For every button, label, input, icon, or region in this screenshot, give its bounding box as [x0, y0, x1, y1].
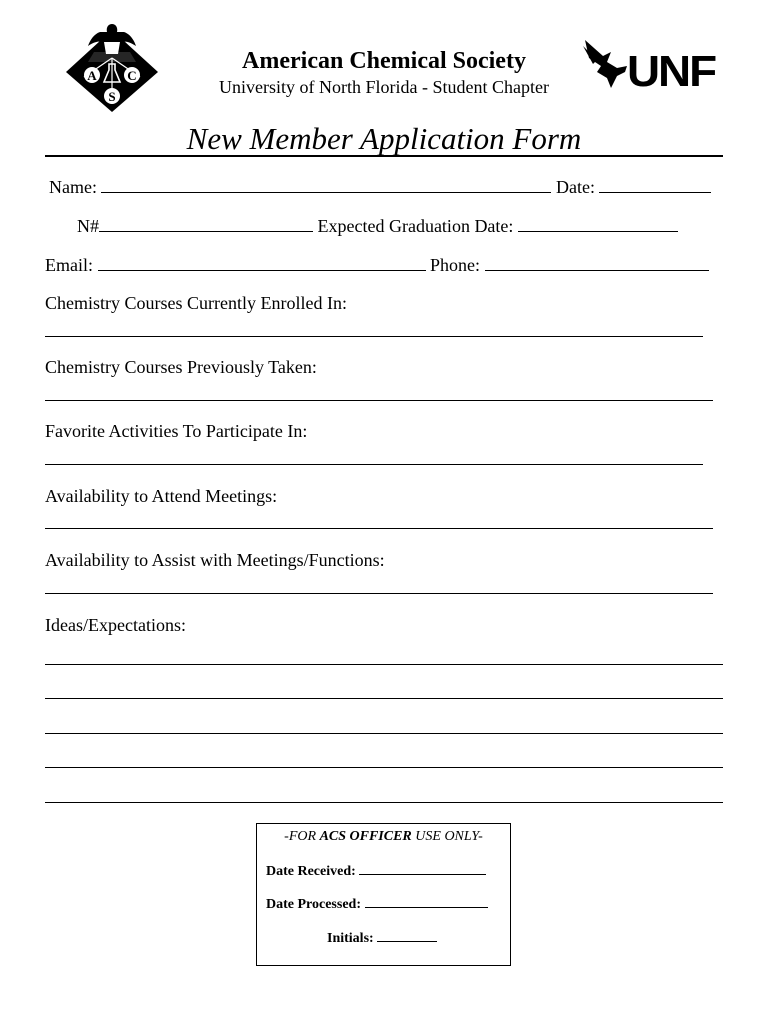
- answer-line-assist-meetings[interactable]: [45, 593, 713, 594]
- email-row: [45, 255, 709, 276]
- date-processed-label: Date Processed:: [266, 897, 361, 912]
- n-number-label: N#: [77, 216, 99, 236]
- answer-line-favorite-activities[interactable]: [45, 464, 703, 465]
- date-received-label: Date Received:: [266, 864, 356, 879]
- phone-field[interactable]: [485, 256, 709, 271]
- question-ideas: Ideas/Expectations:: [45, 615, 186, 635]
- question-favorite-activities: Favorite Activities To Participate In:: [45, 421, 308, 441]
- question-attend-meetings: Availability to Attend Meetings:: [45, 486, 278, 506]
- initials-field[interactable]: [377, 930, 437, 942]
- officer-title-suffix: USE ONLY-: [411, 829, 483, 844]
- initials-row: [327, 930, 580, 947]
- question-current-courses: Chemistry Courses Currently Enrolled In:: [45, 293, 347, 313]
- form-title: New Member Application Form: [186, 121, 582, 156]
- officer-use-box: [256, 823, 511, 966]
- date-received-row: [266, 863, 519, 880]
- officer-title-bold: ACS OFFICER: [319, 829, 412, 844]
- grad-date-label: Expected Graduation Date:: [317, 216, 514, 236]
- answer-line-current-courses[interactable]: [45, 336, 703, 337]
- n-number-row: [77, 216, 678, 237]
- name-row: [49, 177, 711, 198]
- acs-logo-letter-c: C: [127, 68, 137, 83]
- question-assist-meetings: Availability to Assist with Meetings/Functions:: [45, 550, 385, 570]
- answer-line-attend-meetings[interactable]: [45, 528, 713, 529]
- phone-label: Phone:: [430, 255, 481, 275]
- email-label: Email:: [45, 255, 93, 275]
- email-field[interactable]: [98, 256, 426, 271]
- date-field[interactable]: [599, 178, 711, 193]
- org-subtitle: University of North Florida - Student Chapter: [219, 77, 549, 97]
- name-field[interactable]: [101, 178, 551, 193]
- grad-date-field[interactable]: [518, 217, 678, 232]
- name-label: Name:: [49, 177, 97, 197]
- date-processed-row: [266, 896, 519, 913]
- answer-line-ideas-5[interactable]: [45, 802, 723, 803]
- title-underline: [45, 155, 723, 157]
- initials-label: Initials:: [327, 931, 374, 946]
- org-name: American Chemical Society: [242, 48, 526, 74]
- acs-logo-letter-a: A: [87, 68, 97, 83]
- answer-line-previous-courses[interactable]: [45, 400, 713, 401]
- officer-box-title: [257, 829, 510, 845]
- unf-logo-text: UNF: [627, 47, 717, 94]
- date-received-field[interactable]: [359, 863, 486, 875]
- answer-line-ideas-2[interactable]: [45, 698, 723, 699]
- answer-line-ideas-1[interactable]: [45, 664, 723, 665]
- date-processed-field[interactable]: [365, 896, 488, 908]
- question-previous-courses: Chemistry Courses Previously Taken:: [45, 357, 317, 377]
- answer-line-ideas-3[interactable]: [45, 733, 723, 734]
- n-number-field[interactable]: [99, 217, 313, 232]
- officer-title-prefix: -FOR: [284, 829, 320, 844]
- answer-line-ideas-4[interactable]: [45, 767, 723, 768]
- date-label: Date:: [555, 177, 595, 197]
- acs-logo-letter-s: S: [108, 89, 116, 104]
